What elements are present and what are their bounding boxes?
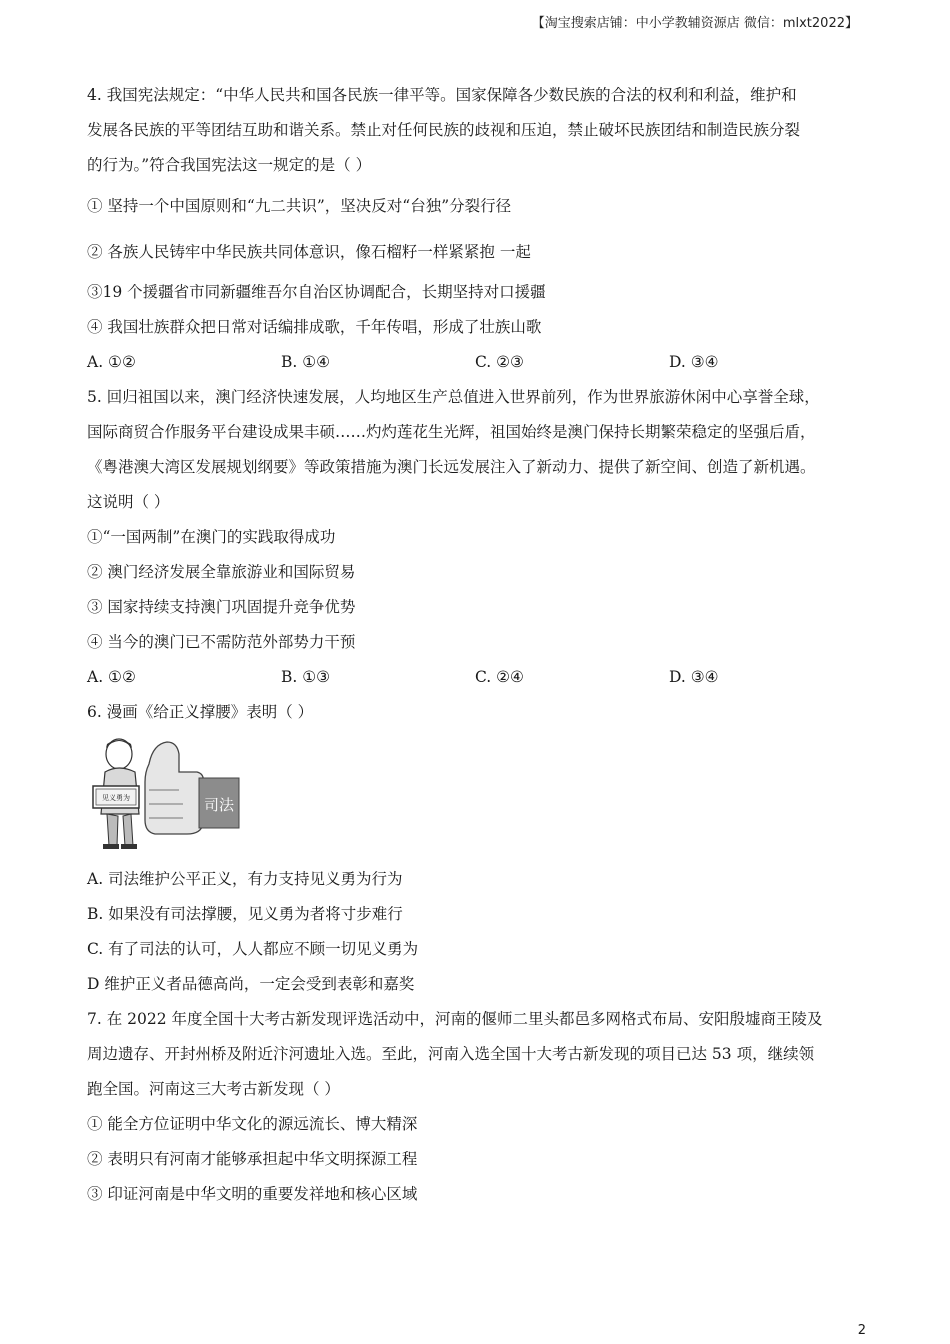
q7-stem-line-3: 跑全国。河南这三大考古新发现（ ） [87,1080,340,1098]
q6-option-d: D 维护正义者品德高尚，一定会受到表彰和嘉奖 [87,975,415,993]
q5-option-4: ④ 当今的澳门已不需防范外部势力干预 [87,633,356,651]
q5-choice-d: D. ③④ [669,668,719,686]
q4-choices [87,345,877,380]
q4-choice-d: D. ③④ [669,353,719,371]
q5-choices [87,660,877,695]
cartoon-image [87,734,247,856]
q6-option-a: A. 司法维护公平正义，有力支持见义勇为行为 [87,870,403,888]
q6-option-c: C. 有了司法的认可，人人都应不顾一切见义勇为 [87,940,419,958]
page-number: 2 [857,1323,866,1338]
q5-stem-line-3: 《粤港澳大湾区发展规划纲要》等政策措施为澳门长远发展注入了新动力、提供了新空间、创造了新机遇。 [87,458,816,476]
q4-stem-line-3: 的行为。”符合我国宪法这一规定的是（ ） [87,156,372,174]
q4-option-4: ④ 我国壮族群众把日常对话编排成歌，千年传唱，形成了壮族山歌 [87,318,542,336]
cartoon-illustration [87,734,247,856]
q5-choice-c: C. ②④ [475,668,524,686]
q5-option-1: ①“一国两制”在澳门的实践取得成功 [87,528,336,546]
q5-option-3: ③ 国家持续支持澳门巩固提升竞争优势 [87,598,356,616]
q6-option-b: B. 如果没有司法撑腰，见义勇为者将寸步难行 [87,905,403,923]
q6-stem: 6. 漫画《给正义撑腰》表明（ ） [87,703,314,721]
document-body [87,78,877,1212]
q4-choice-c: C. ②③ [475,353,524,371]
q7-option-2: ② 表明只有河南才能够承担起中华文明探源工程 [87,1150,418,1168]
q5-stem-line-2: 国际商贸合作服务平台建设成果丰硕……灼灼莲花生光辉，祖国始终是澳门保持长期繁荣稳定的坚强后盾， [87,423,816,441]
page-header: 【淘宝搜索店铺：中小学教辅资源店 微信：mlxt2022】 [531,16,858,31]
q4-choice-b: B. ①④ [281,353,331,371]
q7-stem-line-2: 周边遗存、开封州桥及附近汴河遗址入选。至此，河南入选全国十大考古新发现的项目已达 53 项，继续领 [87,1045,815,1063]
q7-stem-line-1: 7. 在 2022 年度全国十大考古新发现评选活动中，河南的偃师二里头都邑多网格式布局、安阳殷墟商王陵及 [87,1010,823,1028]
q4-stem-line-2: 发展各民族的平等团结互助和谐关系。禁止对任何民族的歧视和压迫，禁止破坏民族团结和制造民族分裂 [87,121,801,139]
q4-stem-line-1: 4. 我国宪法规定：“中华人民共和国各民族一律平等。国家保障各少数民族的合法的权利和利益，维护和 [87,86,797,104]
sign-text: 见义勇为 [102,794,130,802]
q4-option-1: ① 坚持一个中国原则和“九二共识”，坚决反对“台独”分裂行径 [87,197,512,215]
q7-option-1: ① 能全方位证明中华文化的源远流长、博大精深 [87,1115,418,1133]
q7-option-3: ③ 印证河南是中华文明的重要发祥地和核心区域 [87,1185,418,1203]
q5-choice-a: A. ①② [87,668,136,686]
q5-option-2: ② 澳门经济发展全靠旅游业和国际贸易 [87,563,356,581]
q5-stem-line-4: 这说明（ ） [87,493,170,511]
q4-option-3: ③19 个援疆省市同新疆维吾尔自治区协调配合，长期坚持对口援疆 [87,283,546,301]
q5-stem-line-1: 5. 回归祖国以来，澳门经济快速发展，人均地区生产总值进入世界前列，作为世界旅游休闲中心享誉全球， [87,388,820,406]
q4-option-2: ② 各族人民铸牢中华民族共同体意识，像石榴籽一样紧紧抱 一起 [87,243,531,261]
q4-choice-a: A. ①② [87,353,136,371]
cartoon-label-judicial: 司法 [203,796,235,814]
q5-choice-b: B. ①③ [281,668,331,686]
